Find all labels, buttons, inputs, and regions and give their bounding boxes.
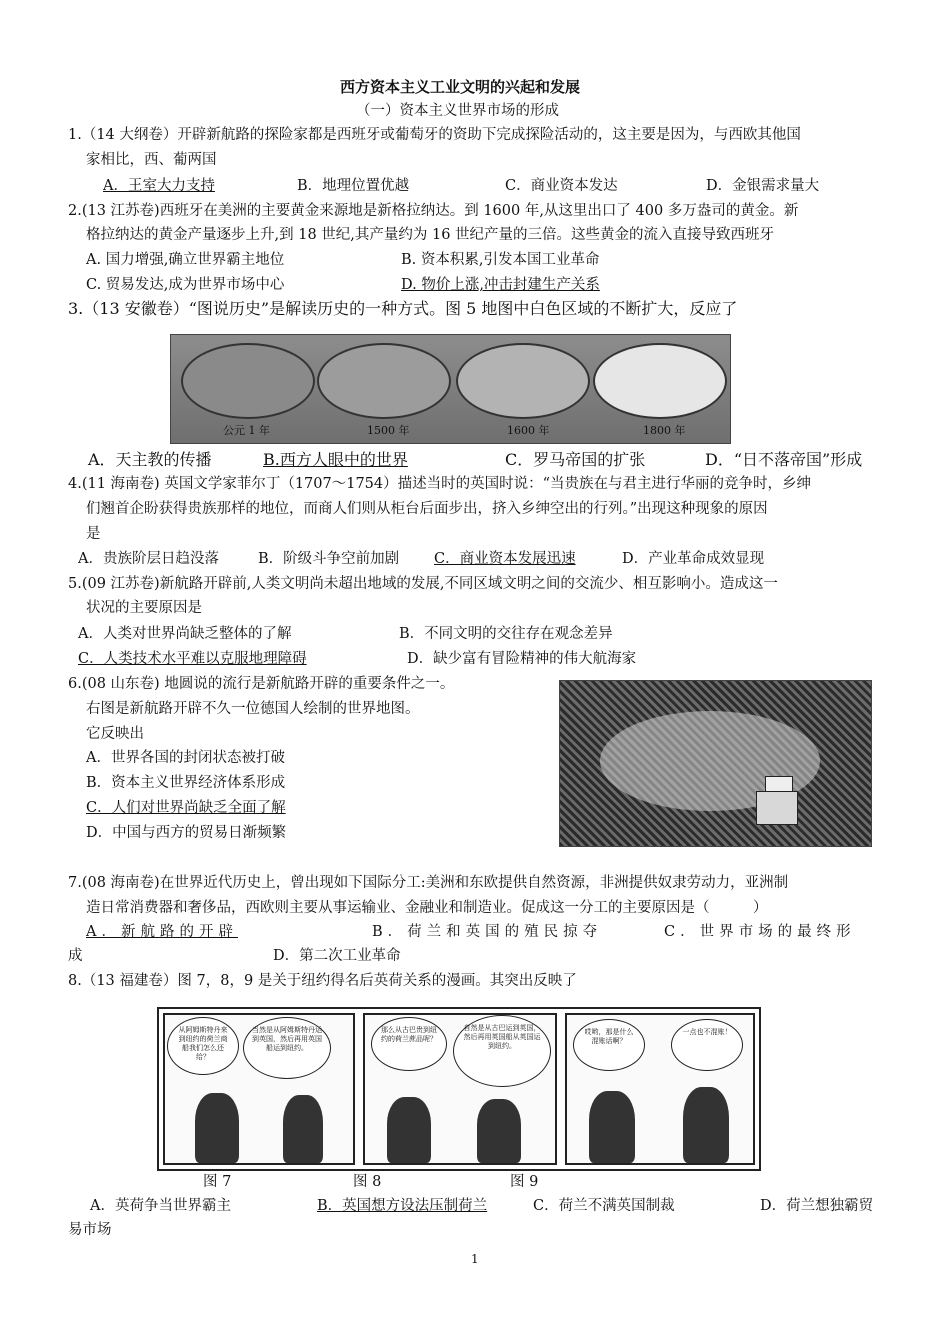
q1-option-d: D．金银需求量大 <box>706 178 820 194</box>
speech-bubble-text: 当然是从阿姆斯特丹运到英国，然后再用英国船运到纽约。 <box>252 1026 322 1052</box>
map-year-1 <box>181 343 315 419</box>
q2-option-a: A. 国力增强,确立世界霸主地位 <box>86 252 285 268</box>
q5-option-b: B．不同文明的交往存在观念差异 <box>399 626 613 642</box>
q4-option-b: B．阶级斗争空前加剧 <box>258 551 400 567</box>
q3-option-d: D．“日不落帝国”形成 <box>705 450 863 469</box>
cartoon-figure <box>157 1007 761 1171</box>
q6-stem-line1: 6.(08 山东卷) 地圆说的流行是新航路开辟的重要条件之一。 <box>68 676 455 692</box>
q7-option-b: B．荷兰和英国的殖民掠夺 <box>372 924 603 940</box>
q6-option-d: D．中国与西方的贸易日渐频繁 <box>86 825 287 841</box>
q8-option-d-cont: 易市场 <box>68 1222 112 1238</box>
dutch-figure <box>477 1099 521 1163</box>
speech-bubble <box>167 1017 239 1075</box>
q7-option-c: C．世界市场的最终形 <box>664 924 856 940</box>
q4-option-d: D．产业革命成效显现 <box>622 551 765 567</box>
dutch-figure <box>683 1087 729 1163</box>
cartoon-panel-9 <box>565 1013 755 1165</box>
speech-bubble-text: 一点也不混账！ <box>682 1028 732 1036</box>
q3-option-a: A．天主教的传播 <box>88 450 212 469</box>
q3-option-b: B.西方人眼中的世界 <box>263 450 408 469</box>
q2-stem-line2: 格拉纳达的黄金产量逐步上升,到 18 世纪,其产量约为 16 世纪产量的三倍。这些黄金的流入直接导致西班牙 <box>86 227 775 243</box>
q4-option-a: A．贵族阶层日趋没落 <box>78 551 219 567</box>
map-label-1800: 1800 年 <box>643 424 686 437</box>
q1-option-a: A．王室大力支持 <box>103 178 215 194</box>
figure-7-caption: 图 7 <box>203 1174 232 1190</box>
speech-bubble <box>671 1019 743 1071</box>
english-figure <box>387 1097 431 1163</box>
q8-option-d: D．荷兰想独霸贸 <box>760 1198 874 1214</box>
q6-option-b: B．资本主义世界经济体系形成 <box>86 775 286 791</box>
q5-option-a: A．人类对世界尚缺乏整体的了解 <box>78 626 292 642</box>
map-year-1500 <box>317 343 451 419</box>
world-maps-figure <box>170 334 731 444</box>
q2-option-d: D. 物价上涨,冲击封建生产关系 <box>401 277 600 293</box>
q7-option-c-cont: 成 <box>68 948 83 964</box>
q2-stem-line1: 2.(13 江苏卷)西班牙在美洲的主要黄金来源地是新格拉纳达。到 1600 年,从这里出口了 400 多万盎司的黄金。新 <box>68 203 799 219</box>
q5-option-d: D．缺少富有冒险精神的伟大航海家 <box>407 651 637 667</box>
cartoon-panel-8 <box>363 1013 557 1165</box>
q8-option-a: A．英荷争当世界霸主 <box>90 1198 231 1214</box>
speech-bubble-text: 从阿姆斯特丹来到纽约的荷兰商船我们怎么还给？ <box>178 1026 228 1061</box>
q1-stem-line2: 家相比，西、葡两国 <box>86 152 217 168</box>
speech-bubble-text: 那么从古巴贵到纽约的荷兰蔗品呢？ <box>381 1026 437 1043</box>
q8-stem: 8.（13 福建卷）图 7，8，9 是关于纽约得名后英荷关系的漫画。其突出反映了 <box>68 973 577 989</box>
q6-stem-line3: 它反映出 <box>86 726 144 742</box>
figure-9-caption: 图 9 <box>510 1174 539 1190</box>
english-figure <box>195 1093 239 1163</box>
speech-bubble <box>573 1019 645 1071</box>
section-heading: （一）资本主义世界市场的形成 <box>356 103 559 119</box>
map-label-1: 公元 1 年 <box>223 424 270 437</box>
q1-option-b: B．地理位置优越 <box>297 178 410 194</box>
q6-stem-line2: 右图是新航路开辟不久一位德国人绘制的世界地图。 <box>86 701 420 717</box>
q7-stem-line2: 造日常消费器和奢侈品，西欧则主要从事运输业、金融业和制造业。促成这一分工的主要原因是（ ） <box>86 900 768 916</box>
q1-option-c: C．商业资本发达 <box>505 178 618 194</box>
page-title: 西方资本主义工业文明的兴起和发展 <box>340 78 581 96</box>
speech-bubble-text: 哎哟，那是什么混账话啊？ <box>584 1028 634 1045</box>
q6-option-c: C．人们对世界尚缺乏全面了解 <box>86 800 286 816</box>
q5-option-c: C．人类技术水平难以克服地理障碍 <box>78 651 307 667</box>
q3-option-c: C．罗马帝国的扩张 <box>505 450 646 469</box>
q2-option-b: B. 资本积累,引发本国工业革命 <box>401 252 600 268</box>
map-year-1600 <box>456 343 590 419</box>
q8-option-b: B．英国想方设法压制荷兰 <box>317 1198 488 1214</box>
q3-stem: 3.（13 安徽卷）“图说历史”是解读历史的一种方式。图 5 地图中白色区域的不断扩大，反应了 <box>68 299 738 318</box>
speech-bubble-text: 自然是从古巴运到英国，然后再用英国船从英国运到纽约。 <box>463 1024 541 1050</box>
speech-bubble <box>453 1015 551 1087</box>
q7-stem-line1: 7.(08 海南卷)在世界近代历史上，曾出现如下国际分工:美洲和东欧提供自然资源，非洲提供奴隶劳动力，亚洲制 <box>68 875 789 891</box>
q4-stem-line3: 是 <box>86 526 101 542</box>
q4-option-c: C．商业资本发展迅速 <box>434 551 576 567</box>
figure-8-caption: 图 8 <box>353 1174 382 1190</box>
speech-bubble <box>371 1017 447 1071</box>
q4-stem-line2: 们翘首企盼获得贵族那样的地位，而商人们则从柜台后面步出，挤入乡绅空出的行列。”出现这种现象的原因 <box>86 501 768 517</box>
german-world-map-figure <box>559 680 872 847</box>
english-figure <box>589 1091 635 1163</box>
cartoon-panel-7 <box>163 1013 355 1165</box>
map-year-1800 <box>593 343 727 419</box>
q8-option-c: C．荷兰不满英国制裁 <box>533 1198 675 1214</box>
dutch-figure <box>283 1095 323 1163</box>
q4-stem-line1: 4.(11 海南卷) 英国文学家菲尔丁（1707～1754）描述当时的英国时说：“当贵族在与君主进行华丽的竞争时，乡绅 <box>68 476 812 492</box>
q5-stem-line1: 5.(09 江苏卷)新航路开辟前,人类文明尚未超出地域的发展,不同区域文明之间的交流少、相互影响小。造成这一 <box>68 576 778 592</box>
page-number: 1 <box>471 1252 479 1266</box>
q6-option-a: A．世界各国的封闭状态被打破 <box>86 750 285 766</box>
map-label-1600: 1600 年 <box>507 424 550 437</box>
speech-bubble <box>243 1017 331 1079</box>
map-label-1500: 1500 年 <box>367 424 410 437</box>
q7-option-d: D．第二次工业革命 <box>273 948 401 964</box>
q2-option-c: C. 贸易发达,成为世界市场中心 <box>86 277 285 293</box>
q1-stem-line1: 1.（14 大纲卷）开辟新航路的探险家都是西班牙或葡萄牙的资助下完成探险活动的，这主要是因为，与西欧其他国 <box>68 127 801 143</box>
q5-stem-line2: 状况的主要原因是 <box>86 600 202 616</box>
q7-option-a: A．新航路的开辟 <box>86 924 238 940</box>
